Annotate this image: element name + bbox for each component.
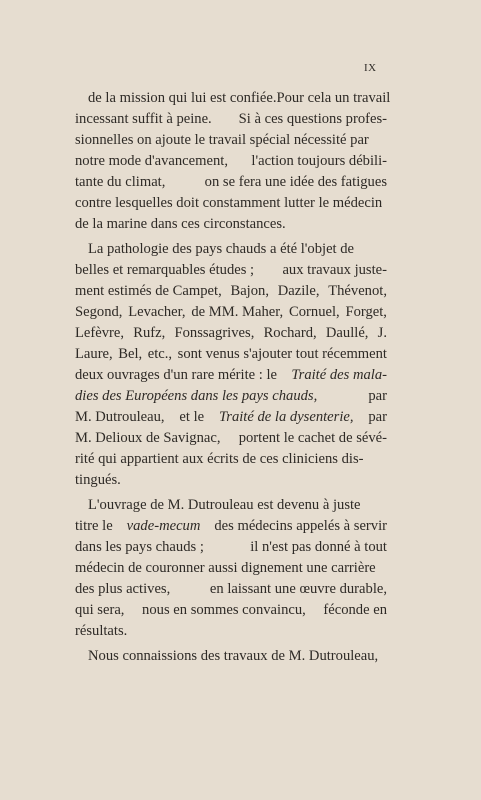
text-run: il n'est pas donné à tout: [250, 539, 387, 555]
text-run: par: [368, 409, 387, 425]
text-run: l'action toujours débili-: [251, 153, 387, 169]
text-run: résultats.: [75, 623, 128, 639]
text-run: Rochard,: [263, 325, 317, 341]
text-line: [75, 428, 387, 449]
text-run: vade-mecum: [126, 518, 201, 534]
text-run: Fonssagrives,: [174, 325, 255, 341]
text-line: [75, 193, 387, 214]
text-line: [75, 516, 387, 537]
text-run: Si à ces questions profes-: [238, 111, 387, 127]
text-line: [75, 151, 387, 172]
body-text: [75, 88, 391, 667]
text-run: Bajon,: [230, 283, 269, 299]
text-run: etc.,: [147, 346, 173, 362]
text-run: Levacher,: [128, 304, 186, 320]
text-run: Thévenot,: [328, 283, 387, 299]
text-line: [75, 600, 387, 621]
text-run: Segond,: [75, 304, 123, 320]
text-run: médecin de couronner aussi dignement une carrière: [75, 560, 376, 576]
text-run: on se fera une idée des fatigues: [204, 174, 387, 190]
text-run: Forget,: [345, 304, 387, 320]
text-run: dies des Européens dans les pays chauds,: [75, 388, 318, 404]
text-line: [75, 109, 387, 130]
text-line: [75, 646, 387, 667]
text-run: Laure,: [75, 346, 113, 362]
text-run: belles et remarquables études ;: [75, 262, 255, 278]
text-run: Bel,: [118, 346, 143, 362]
text-run: de la mission qui lui est confiée.: [88, 90, 277, 106]
text-line: [75, 214, 387, 235]
text-line: [75, 365, 387, 386]
text-run: de MM. Maher,: [191, 304, 284, 320]
text-run: Pour cela un travail: [276, 90, 391, 106]
text-line: [75, 579, 387, 600]
text-line: [75, 495, 387, 516]
text-run: Traité des mala-: [291, 367, 387, 383]
text-run: L'ouvrage de M. Dutrouleau est devenu à juste: [88, 497, 361, 513]
text-run: contre lesquelles doit constamment lutter le médecin: [75, 195, 383, 211]
text-run: J.: [377, 325, 387, 341]
text-run: aux travaux juste-: [282, 262, 387, 278]
paragraph: [75, 88, 391, 235]
text-run: féconde en: [323, 602, 387, 618]
text-run: notre mode d'avancement,: [75, 153, 228, 169]
text-line: [75, 558, 387, 579]
text-run: nous en sommes convaincu,: [142, 602, 306, 618]
text-run: Lefèvre,: [75, 325, 125, 341]
text-run: Rufz,: [133, 325, 166, 341]
paragraph: [75, 239, 387, 491]
text-run: et le: [179, 409, 205, 425]
text-run: qui sera,: [75, 602, 125, 618]
text-run: Cornuel,: [289, 304, 340, 320]
text-run: rité qui appartient aux écrits de ces cliniciens dis-: [75, 451, 364, 467]
text-run: incessant suffit à peine.: [75, 111, 212, 127]
text-line: [75, 172, 387, 193]
text-run: sionnelles on ajoute le travail spécial nécessité par: [75, 132, 369, 148]
text-run: ment estimés de Campet,: [75, 283, 222, 299]
text-run: de la marine dans ces circonstances.: [75, 216, 286, 232]
text-run: dans les pays chauds ;: [75, 539, 204, 555]
text-run: en laissant une œuvre durable,: [209, 581, 387, 597]
text-run: titre le: [75, 518, 113, 534]
text-run: M. Dutrouleau,: [75, 409, 165, 425]
paragraph: [75, 495, 387, 642]
text-line: [75, 344, 387, 365]
text-line: [75, 323, 387, 344]
text-run: Dazile,: [277, 283, 320, 299]
text-line: [75, 386, 387, 407]
paragraph: [75, 646, 387, 667]
text-run: Nous connaissions des travaux de M. Dutrouleau,: [88, 648, 379, 664]
text-run: Daullé,: [325, 325, 369, 341]
text-run: sont venus s'ajouter tout récemment: [177, 346, 387, 362]
text-run: par: [368, 388, 387, 404]
text-line: [75, 407, 387, 428]
text-run: des médecins appelés à servir: [214, 518, 387, 534]
text-run: Traité de la dysenterie,: [218, 409, 354, 425]
text-line: [75, 88, 391, 109]
text-run: M. Delioux de Savignac,: [75, 430, 221, 446]
text-line: [75, 470, 387, 491]
text-line: [75, 449, 387, 470]
text-line: [75, 537, 387, 558]
text-run: tante du climat,: [75, 174, 166, 190]
text-run: La pathologie des pays chauds a été l'objet de: [88, 241, 355, 257]
text-run: des plus actives,: [75, 581, 171, 597]
text-run: tingués.: [75, 472, 121, 488]
text-run: portent le cachet de sévé-: [238, 430, 387, 446]
text-line: [75, 239, 387, 260]
text-line: [75, 260, 387, 281]
text-line: [75, 281, 387, 302]
page-number: IX: [364, 62, 377, 74]
text-line: [75, 621, 387, 642]
text-line: [75, 130, 387, 151]
text-run: deux ouvrages d'un rare mérite : le: [75, 367, 277, 383]
text-line: [75, 302, 387, 323]
